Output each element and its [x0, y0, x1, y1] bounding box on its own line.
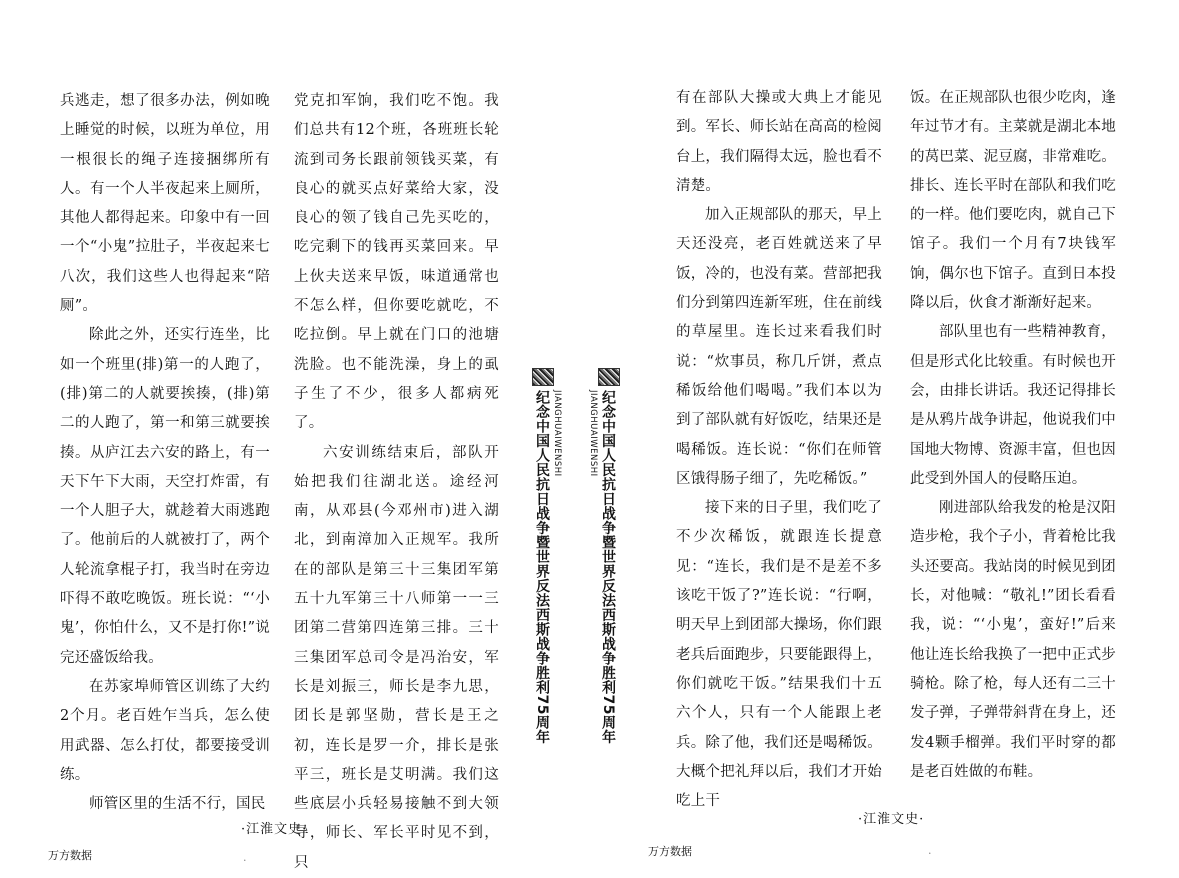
paragraph: 在苏家埠师管区训练了大约2个月。老百姓乍当兵，怎么使用武器、怎么打仗，都要接受训练。: [60, 678, 270, 783]
paragraph: 兵逃走，想了很多办法，例如晚上睡觉的时候，以班为单位，用一根很长的绳子连接捆绑所有人。有一个人半夜起来上厕所，其他人都得起来。印象中有一回一个“小鬼”拉肚子，半夜起来七八次，我们这些人也得起来“陪厕”。: [60, 93, 270, 315]
paragraph: 饭。在正规部队也很少吃肉，逢年过节才有。主菜就是湖北本地的莴巴菜、泥豆腐，非常难吃。排长、连长平时在部队和我们吃的一样。他们要吃肉，就自己下馆子。我们一个月有7块钱军饷，偶尔也下馆子。直到日本投降以后，伙食才渐渐好起来。: [910, 90, 1116, 312]
footer-dot: .: [243, 851, 247, 864]
right-column-1: [676, 84, 882, 816]
footer-journal-title: ·江淮文史·: [241, 822, 308, 837]
left-column-1: [60, 87, 270, 819]
left-page: [0, 0, 590, 869]
footer-brand: 万方数据: [48, 849, 92, 862]
footer-journal-title: ·江淮文史·: [858, 812, 925, 827]
footer-dot: .: [928, 844, 932, 857]
paragraph: 师管区里的生活不行，国民: [89, 796, 266, 813]
left-column-2: [294, 87, 499, 878]
paragraph: 党克扣军饷，我们吃不饱。我们总共有12个班，各班班长轮流到司务长跟前领钱买菜，有良心的就买点好菜给大家，没良心的领了钱自己先买吃的，吃完剩下的钱再买菜回来。早上伙夫送来早饭，味道通常也不怎么样，但你要吃就吃，不吃拉倒。早上就在门口的池塘洗脸。也不能洗澡，身上的虱子生了不少，很多人都病死了。: [294, 93, 499, 432]
journal-logo-mark: [598, 368, 620, 386]
footer-brand: 万方数据: [648, 845, 692, 858]
banner-pinyin: JIANGHUAIWENSHI: [588, 390, 598, 477]
banner-text: 纪念中国人民抗日战争暨世界反法西斯战争胜利75周年: [600, 390, 616, 744]
banner-pinyin: JIANGHUAIWENSHI: [552, 390, 562, 477]
right-column-2: [910, 84, 1116, 787]
paragraph: 接下来的日子里，我们吃了不少次稀饭，就跟连长提意见：“连长，我们是不是差不多该吃干饭了?”连长说：“行啊，明天早上到团部大操场，你们跟老兵后面跑步，只要能跟得上，你们就吃干饭。”结果我们十五六个人，只有一个人能跟上老兵。除了他，我们还是喝稀饭。大概个把礼拜以后，我们才开始吃上干: [676, 500, 882, 810]
paragraph: 六安训练结束后，部队开始把我们往湖北送。途经河南，从邓县(今邓州市)进入湖北，到南漳加入正规军。我所在的部队是第三十三集团军第五十九军第三十八师第一一三团第二营第四连第三排。三十三集团军总司令是冯治安，军长是刘振三，师长是李九思，团长是郭坚勋，营长是王之初，连长是罗一介，排长是张平三，班长是艾明满。我们这些底层小兵轻易接触不到大领导，师长、军长平时见不到，只: [294, 444, 499, 871]
banner-text: 纪念中国人民抗日战争暨世界反法西斯战争胜利75周年: [534, 390, 550, 744]
paragraph: 部队里也有一些精神教育，但是形式化比较重。有时候也开会，由排长讲话。我还记得排长是从鸦片战争讲起，他说我们中国地大物博、资源丰富，但也因此受到外国人的侵略压迫。: [910, 324, 1116, 487]
paragraph: 加入正规部队的那天，早上天还没亮，老百姓就送来了早饭，冷的，也没有菜。营部把我们分到第四连新军班，住在前线的草屋里。连长过来看我们时说：“炊事员，称几斤饼，煮点稀饭给他们喝喝。”我们本以为到了部队就有好饭吃，结果还是喝稀饭。连长说：“你们在师管区饿得肠子细了，先吃稀饭。”: [676, 207, 882, 487]
vertical-banner-right: [588, 368, 620, 744]
paragraph: 刚进部队给我发的枪是汉阳造步枪，我个子小，背着枪比我头还要高。我站岗的时候见到团长，对他喊：“敬礼!”团长看看我，说：“‘小鬼’，蛮好!”后来他让连长给我换了一把中正式步骑枪。除了枪，每人还有二三十发子弹，子弹带斜背在身上，还发4颗手榴弹。我们平时穿的都是老百姓做的布鞋。: [910, 500, 1116, 780]
right-page: [590, 0, 1179, 869]
paragraph: 除此之外，还实行连坐，比如一个班里(排)第一的人跑了，(排)第二的人就要挨揍，(排)第二的人跑了，第一和第三就要挨揍。从庐江去六安的路上，有一天下午下大雨，天空打炸雷，有一个人胆子大，就趁着大雨逃跑了。他前后的人就被打了，两个人轮流拿棍子打，我当时在旁边吓得不敢吃晚饭。班长说：“‘小鬼’，你怕什么，又不是打你!”说完还盛饭给我。: [60, 327, 270, 666]
paragraph: 有在部队大操或大典上才能见到。军长、师长站在高高的检阅台上，我们隔得太远，脸也看不清楚。: [676, 90, 882, 194]
journal-logo-mark: [532, 368, 554, 386]
vertical-banner-left: [532, 368, 562, 744]
